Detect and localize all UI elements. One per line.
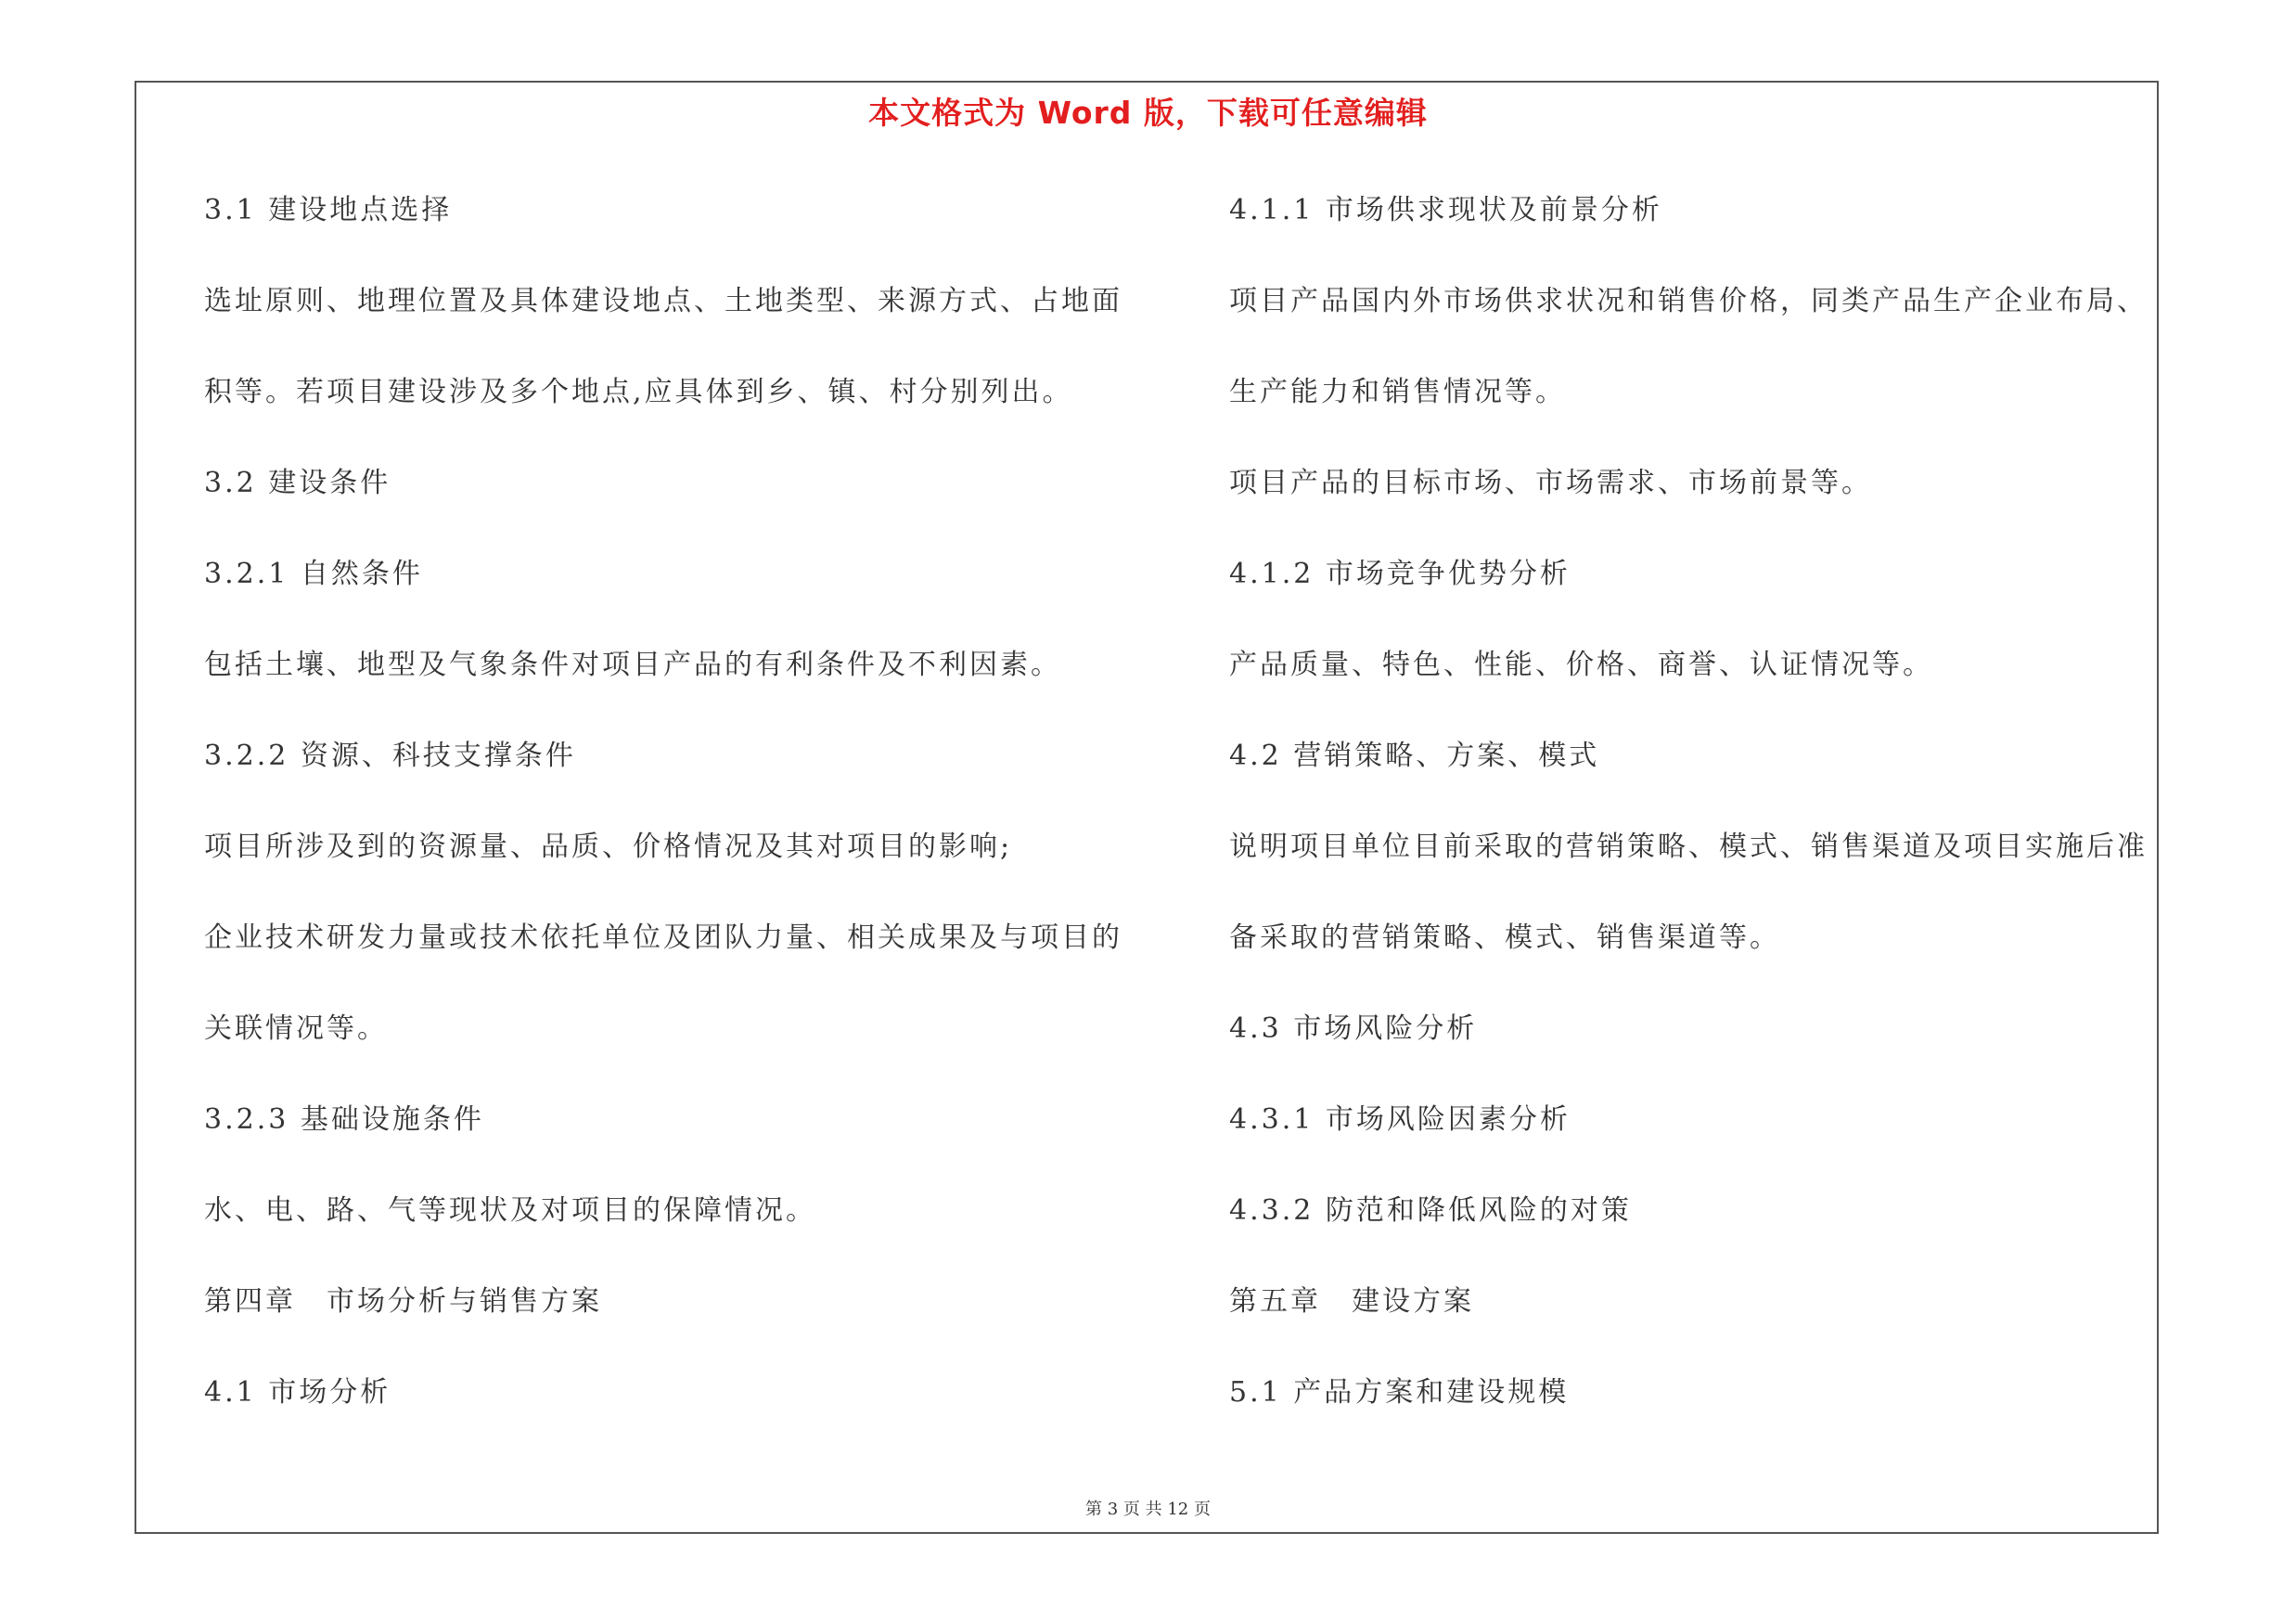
text-line: 4.1 市场分析	[204, 1376, 391, 1409]
text-line: 4.3.1 市场风险因素分析	[1229, 1103, 1571, 1136]
text-line: 项目产品的目标市场、市场需求、市场前景等。	[1229, 467, 1872, 499]
text-line: 4.1.1 市场供求现状及前景分析	[1229, 194, 1662, 226]
text-line: 关联情况等。	[204, 1012, 388, 1045]
text-line: 4.3 市场风险分析	[1229, 1012, 1478, 1045]
text-line: 3.2.1 自然条件	[204, 558, 423, 590]
text-line: 3.2.3 基础设施条件	[204, 1103, 484, 1136]
text-line: 选址原则、地理位置及具体建设地点、土地类型、来源方式、占地面	[204, 285, 1122, 317]
text-line: 3.1 建设地点选择	[204, 194, 453, 226]
text-line: 5.1 产品方案和建设规模	[1229, 1376, 1570, 1409]
left-text-column	[204, 186, 1150, 1459]
text-line: 包括土壤、地型及气象条件对项目产品的有利条件及不利因素。	[204, 649, 1061, 681]
text-line: 积等。若项目建设涉及多个地点,应具体到乡、镇、村分别列出。	[204, 376, 1073, 408]
text-line: 4.3.2 防范和降低风险的对策	[1229, 1194, 1632, 1227]
text-line: 说明项目单位目前采取的营销策略、模式、销售渠道及项目实施后准	[1229, 831, 2148, 863]
text-line: 备采取的营销策略、模式、销售渠道等。	[1229, 921, 1780, 954]
chapter-heading: 第五章 建设方案	[1229, 1285, 1474, 1318]
text-line: 3.2 建设条件	[204, 467, 391, 499]
text-line: 项目所涉及到的资源量、品质、价格情况及其对项目的影响;	[204, 831, 1013, 863]
word-format-banner: 本文格式为 Word 版，下载可任意编辑	[868, 95, 1428, 131]
text-line: 3.2.2 资源、科技支撑条件	[204, 740, 576, 772]
text-line: 企业技术研发力量或技术依托单位及团队力量、相关成果及与项目的	[204, 921, 1122, 954]
text-line: 项目产品国内外市场供求状况和销售价格，同类产品生产企业布局、	[1229, 285, 2148, 317]
text-line: 4.2 营销策略、方案、模式	[1229, 740, 1600, 772]
text-line: 4.1.2 市场竞争优势分析	[1229, 558, 1571, 590]
text-line: 生产能力和销售情况等。	[1229, 376, 1566, 408]
right-text-column	[1229, 186, 2157, 1459]
text-line: 产品质量、特色、性能、价格、商誉、认证情况等。	[1229, 649, 1933, 681]
text-line: 水、电、路、气等现状及对项目的保障情况。	[204, 1194, 816, 1227]
chapter-heading: 第四章 市场分析与销售方案	[204, 1285, 602, 1318]
page-number-footer: 第 3 页 共 12 页	[1085, 1500, 1211, 1519]
